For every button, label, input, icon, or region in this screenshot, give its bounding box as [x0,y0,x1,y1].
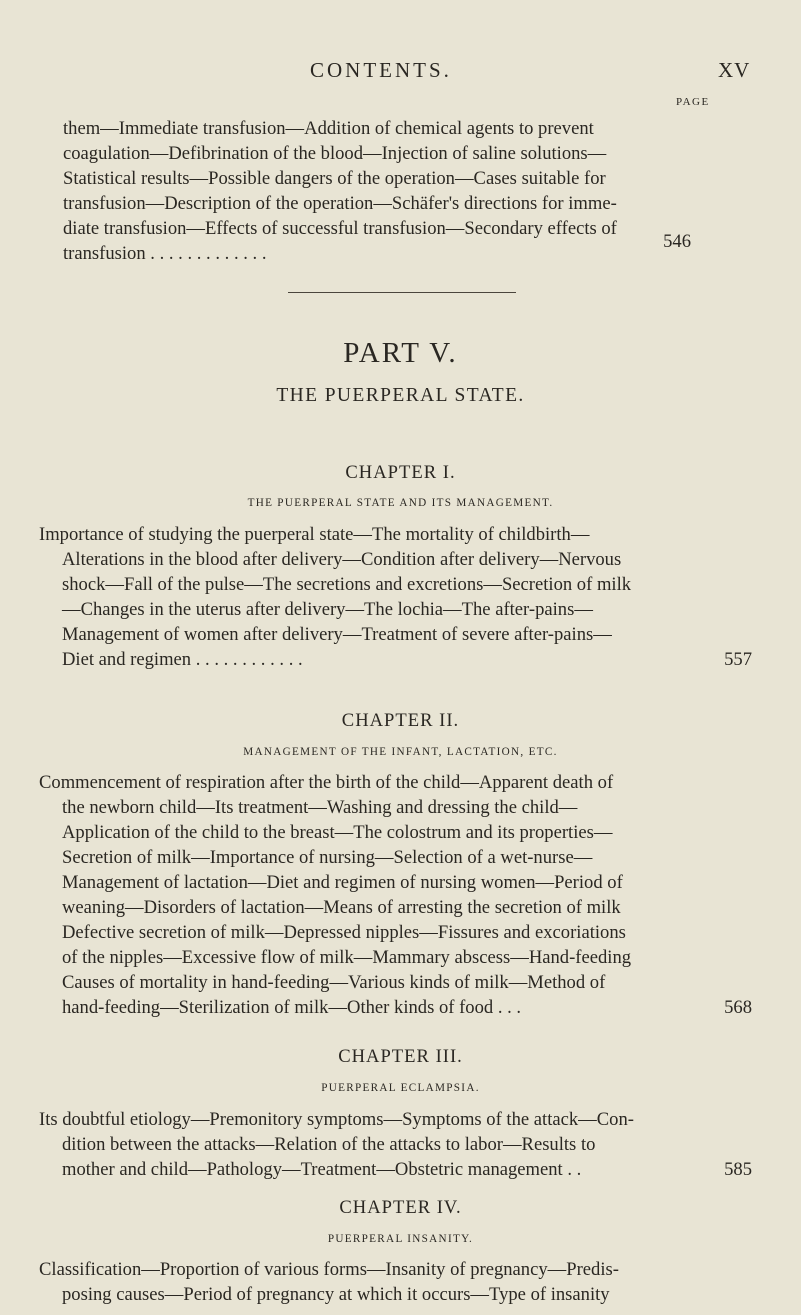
chapter-4-title: CHAPTER IV. [339,1197,462,1218]
entry-last-text: transfusion . . . . . . . . . . . . . [63,243,267,264]
entry-line: Secretion of milk—Importance of nursing—Selection of a wet-nurse— [62,847,593,868]
entry-line: Application of the child to the breast—The colostrum and its properties— [62,822,613,843]
page-number: XV [718,58,751,82]
entry-line: Statistical results—Possible dangers of the operation—Cases suitable for [63,168,606,189]
entry-line: diate transfusion—Effects of successful transfusion—Secondary effects of [63,218,617,239]
entry-line: the newborn child—Its treatment—Washing and dressing the child— [62,797,578,818]
entry-last-line [39,1157,752,1182]
toc-entry-chapter-2 [39,770,752,1020]
entry-last-line [63,231,691,266]
toc-entry-chapter-4 [39,1257,752,1307]
entry-last-text: Diet and regimen . . . . . . . . . . . . [62,649,303,670]
entry-line: transfusion—Description of the operation—Schäfer's directions for imme- [63,193,617,214]
running-head-title: CONTENTS. [310,58,452,82]
entry-line: —Changes in the uterus after delivery—The lochia—The after-pains— [62,599,593,620]
entry-line: Management of lactation—Diet and regimen of nursing women—Period of [62,872,623,893]
entry-line: Its doubtful etiology—Premonitory symptoms—Symptoms of the attack—Con- [39,1109,634,1130]
chapter-1-subtitle: THE PUERPERAL STATE AND ITS MANAGEMENT. [247,497,554,509]
entry-line: Causes of mortality in hand-feeding—Various kinds of milk—Method of [62,972,606,993]
entry-last-line [39,647,752,672]
entry-last-text: mother and child—Pathology—Treatment—Obstetric management . . [62,1159,582,1180]
entry-page-number: 557 [724,649,752,670]
entry-line: posing causes—Period of pregnancy at which it occurs—Type of insanity [62,1284,610,1305]
chapter-2-subtitle: MANAGEMENT OF THE INFANT, LACTATION, ETC. [243,746,558,758]
part-title: PART V. [343,337,458,369]
entry-line: Importance of studying the puerperal state—The mortality of childbirth— [39,524,590,545]
entry-line: dition between the attacks—Relation of the attacks to labor—Results to [62,1134,596,1155]
page-column-label: PAGE [676,96,710,108]
entry-line: coagulation—Defibrination of the blood—Injection of saline solutions— [63,143,607,164]
entry-line: Classification—Proportion of various forms—Insanity of pregnancy—Predis- [39,1259,619,1280]
toc-entry-chapter-3 [39,1107,752,1182]
toc-entry-transfusion [63,116,691,266]
toc-entry-chapter-1 [39,522,752,672]
chapter-3-subtitle: PUERPERAL ECLAMPSIA. [321,1082,480,1094]
entry-line: of the nipples—Excessive flow of milk—Mammary abscess—Hand-feeding [62,947,632,968]
chapter-2-title: CHAPTER II. [341,710,460,731]
entry-page-number: 568 [724,997,752,1018]
entry-line: shock—Fall of the pulse—The secretions and excretions—Secretion of milk [62,574,632,595]
entry-line: Alterations in the blood after delivery—Condition after delivery—Nervous [62,549,622,570]
chapter-3-title: CHAPTER III. [338,1046,463,1067]
entry-last-line [39,995,752,1020]
running-head [0,58,801,82]
entry-line: Management of women after delivery—Treatment of severe after-pains— [62,624,612,645]
chapter-4-subtitle: PUERPERAL INSANITY. [327,1233,474,1245]
entry-page-number: 546 [663,231,691,252]
entry-line: them—Immediate transfusion—Addition of chemical agents to prevent [63,118,594,139]
entry-last-text: hand-feeding—Sterilization of milk—Other kinds of food . . . [62,997,522,1018]
entry-line: Defective secretion of milk—Depressed nipples—Fissures and excoriations [62,922,626,943]
entry-line: Commencement of respiration after the birth of the child—Apparent death of [39,772,614,793]
entry-line: weaning—Disorders of lactation—Means of arresting the secretion of milk [62,897,621,918]
part-subtitle: THE PUERPERAL STATE. [276,385,525,406]
section-divider [288,292,516,293]
chapter-1-title: CHAPTER I. [345,462,456,483]
entry-page-number: 585 [724,1159,752,1180]
